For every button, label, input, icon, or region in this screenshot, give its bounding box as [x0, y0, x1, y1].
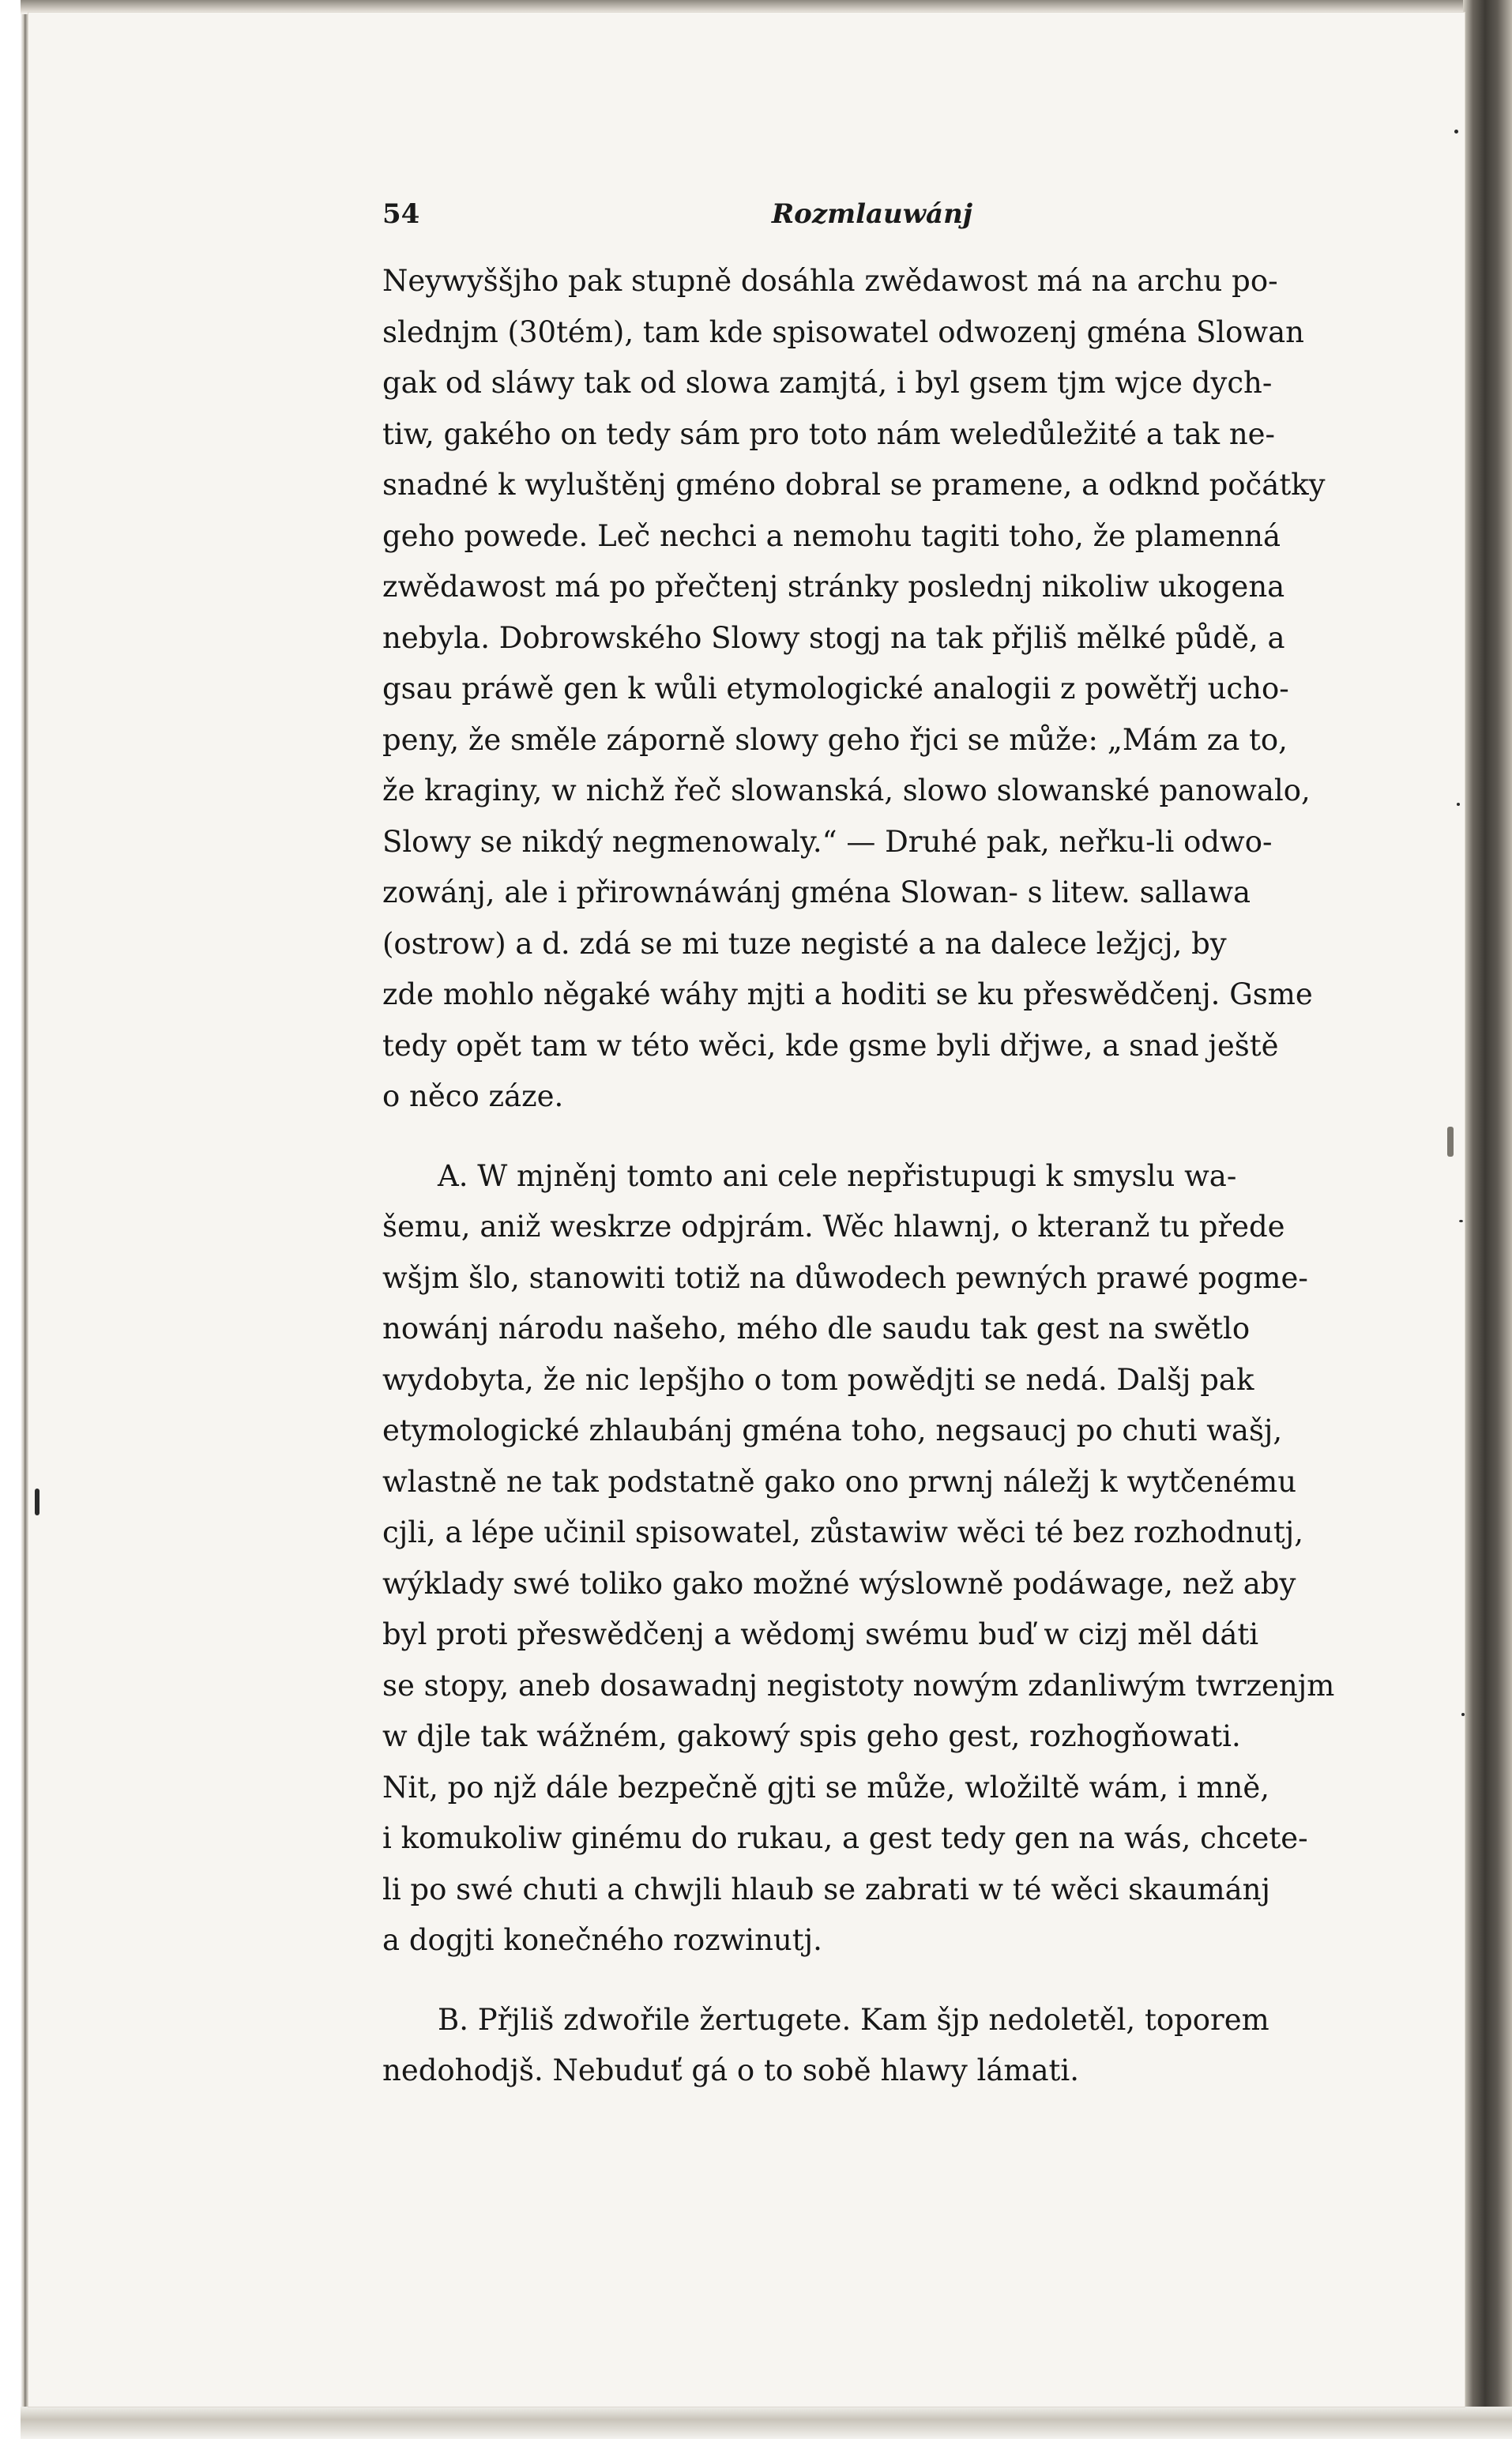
text-line: Neywyššjho pak stupně dosáhla zwědawost má na archu po-	[382, 264, 1278, 298]
running-title: Rozmlauwánj	[771, 198, 973, 230]
paragraph-3	[382, 1995, 1362, 2097]
text-line: i komukoliw ginému do rukau, a gest tedy gen na wás, chcete-	[382, 1821, 1308, 1855]
text-line: wydobyta, že nic lepšjho o tom powědjti se nedá. Dalšj pak	[382, 1362, 1254, 1397]
binding-mark	[35, 1489, 39, 1515]
body-text	[382, 256, 1362, 2097]
text-line: Nit, po njž dále bezpečně gjti se může, wložiltě wám, i mně,	[382, 1770, 1270, 1805]
paragraph-1	[382, 256, 1362, 1123]
text-line: li po swé chuti a chwjli hlaub se zabrati w té wěci skaumánj	[382, 1872, 1270, 1906]
text-line: tiw, gakého on tedy sám pro toto nám weledůležité a tak ne-	[382, 416, 1276, 451]
text-line: geho powede. Leč nechci a nemohu tagiti toho, že plamenná	[382, 518, 1281, 553]
text-line: A. W mjněnj tomto ani cele nepřistupugi k smyslu wa-	[438, 1158, 1237, 1193]
text-line: a dogjti konečného rozwinutj.	[382, 1923, 822, 1957]
page-edge-bottom	[21, 2407, 1512, 2439]
text-line: šemu, aniž weskrze odpjrám. Wěc hlawnj, o kteranž tu přede	[382, 1210, 1285, 1244]
text-line: tedy opět tam w této wěci, kde gsme byli dřjwe, a snad ještě	[382, 1028, 1279, 1063]
text-line: zwědawost má po přečtenj stránky poslednj nikoliw ukogena	[382, 570, 1285, 604]
text-line: wšjm šlo, stanowiti totiž na důwodech pewných prawé pogme-	[382, 1260, 1308, 1295]
text-line: w djle tak wážném, gakowý spis geho gest, rozhogňowati.	[382, 1719, 1241, 1753]
text-line: etymologické zhlaubánj gména toho, negsaucj po chuti wašj,	[382, 1413, 1283, 1447]
text-line: Slowy se nikdý negmenowaly.“ — Druhé pak, neřku-li odwo-	[382, 824, 1273, 859]
text-line: se stopy, aneb dosawadnj negistoty nowým zdanliwým twrzenjm	[382, 1668, 1335, 1703]
text-line: B. Přjliš zdwořile žertugete. Kam šjp nedoletěl, toporem	[438, 2002, 1269, 2037]
text-line: o něco záze.	[382, 1079, 564, 1113]
scan-speck	[1461, 1713, 1465, 1716]
paragraph-gap	[382, 1967, 1362, 1995]
paragraph-gap	[382, 1123, 1362, 1151]
scan-speck	[1459, 1220, 1463, 1222]
text-line: nedohodjš. Nebuduť gá o to sobě hlawy lámati.	[382, 2053, 1080, 2087]
text-line: zde mohlo něgaké wáhy mjti a hoditi se ku přeswědčenj. Gsme	[382, 977, 1313, 1011]
text-line: byl proti přeswědčenj a wědomj swému buď w cizj měl dáti	[382, 1617, 1259, 1651]
text-line: cjli, a lépe učinil spisowatel, zůstawiw wěci té bez rozhodnutj,	[382, 1515, 1303, 1549]
text-line: (ostrow) a d. zdá se mi tuze negisté a na dalece ležjcj, by	[382, 926, 1227, 961]
text-line: wýklady swé toliko gako možné wýslowně podáwage, než aby	[382, 1566, 1296, 1601]
scan-speck	[1457, 803, 1460, 806]
paragraph-2	[382, 1151, 1362, 1967]
page-number: 54	[382, 198, 420, 230]
edge-tear-mark	[1447, 1127, 1454, 1157]
text-line: zowánj, ale i přirownáwánj gména Slowan- s litew. sallawa	[382, 875, 1251, 909]
text-line: gak od sláwy tak od slowa zamjtá, i byl gsem tjm wjce dych-	[382, 366, 1273, 400]
scan-speck	[1454, 130, 1458, 134]
text-line: že kraginy, w nichž řeč slowanská, slowo slowanské panowalo,	[382, 773, 1311, 807]
text-line: nowánj národu našeho, mého dle saudu tak gest na swětlo	[382, 1312, 1251, 1346]
text-line: gsau práwě gen k wůli etymologické analogii z powětřj ucho-	[382, 672, 1289, 706]
text-line: nebyla. Dobrowského Slowy stogj na tak přjliš mělké půdě, a	[382, 620, 1285, 655]
text-line: wlastně ne tak podstatně gako ono prwnj náležj k wytčenému	[382, 1464, 1297, 1499]
text-line: snadné k wyluštěnj gméno dobral se pramene, a odknd počátky	[382, 468, 1326, 502]
page-edge-left	[21, 0, 28, 2439]
book-spine-edge	[1463, 0, 1512, 2439]
text-line: slednjm (30tém), tam kde spisowatel odwozenj gména Slowan	[382, 314, 1304, 349]
running-header	[382, 194, 1362, 234]
text-line: peny, že směle záporně slowy geho řjci se může: „Mám za to,	[382, 722, 1288, 757]
